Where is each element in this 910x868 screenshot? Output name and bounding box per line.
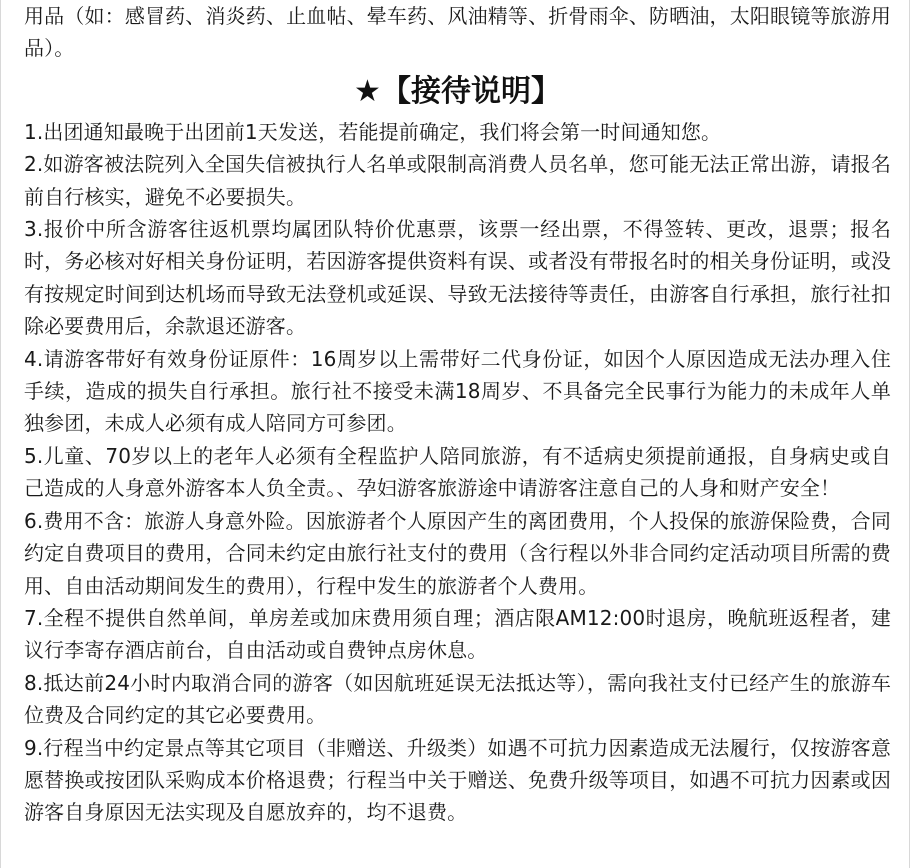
note-item-3: 3.报价中所含游客往返机票均属团队特价优惠票，该票一经出票，不得签转、更改，退票；报名时，务必核对好相关身份证明，若因游客提供资料有误、或者没有带报名时的相关身份证明，或没有按规定时间到达机场而导致无法登机或延误、导致无法接待等责任，由游客自行承担，旅行社扣除必要费用后，余款退还游客。 xyxy=(24,217,891,339)
note-item-2: 2.如游客被法院列入全国失信被执行人名单或限制高消费人员名单，您可能无法正常出游，请报名前自行核实，避免不必要损失。 xyxy=(24,152,891,209)
intro-paragraph: 用品（如：感冒药、消炎药、止血帖、晕车药、风油精等、折骨雨伞、防晒油，太阳眼镜等旅游用品）。 xyxy=(24,4,891,61)
note-item-4: 4.请游客带好有效身份证原件：16周岁以上需带好二代身份证，如因个人原因造成无法办理入住手续，造成的损失自行承担。旅行社不接受未满18周岁、不具备完全民事行为能力的未成年人单独参团，未成人必须有成人陪同方可参团。 xyxy=(24,346,891,436)
note-item-9: 9.行程当中约定景点等其它项目（非赠送、升级类）如遇不可抗力因素造成无法履行，仅按游客意愿替换或按团队采购成本价格退费；行程当中关于赠送、免费升级等项目，如遇不可抗力因素或因游客自身原因无法实现及自愿放弃的，均不退费。 xyxy=(24,735,891,825)
note-item-7: 7.全程不提供自然单间，单房差或加床费用须自理；酒店限AM12:00时退房，晚航班返程者，建议行李寄存酒店前台，自由活动或自费钟点房休息。 xyxy=(24,605,891,663)
section-heading: ★【接待说明】 xyxy=(354,73,561,109)
reception-notes-list xyxy=(24,116,891,829)
note-item-5: 5.儿童、70岁以上的老年人必须有全程监护人陪同旅游，有不适病史须提前通报，自身病史或自己造成的人身意外游客本人负全责。、孕妇游客旅游途中请游客注意自己的人身和财产安全！ xyxy=(24,443,891,501)
note-item-6: 6.费用不含：旅游人身意外险。因旅游者个人原因产生的离团费用，个人投保的旅游保险费，合同约定自费项目的费用，合同未约定由旅行社支付的费用（含行程以外非合同约定活动项目所需的费用、自由活动期间发生的费用），行程中发生的旅游者个人费用。 xyxy=(24,508,891,598)
note-item-1: 1.出团通知最晚于出团前1天发送，若能提前确定，我们将会第一时间通知您。 xyxy=(24,119,722,144)
note-item-8: 8.抵达前24小时内取消合同的游客（如因航班延误无法抵达等），需向我社支付已经产生的旅游车位费及合同约定的其它必要费用。 xyxy=(24,670,891,728)
document-content xyxy=(24,0,891,829)
